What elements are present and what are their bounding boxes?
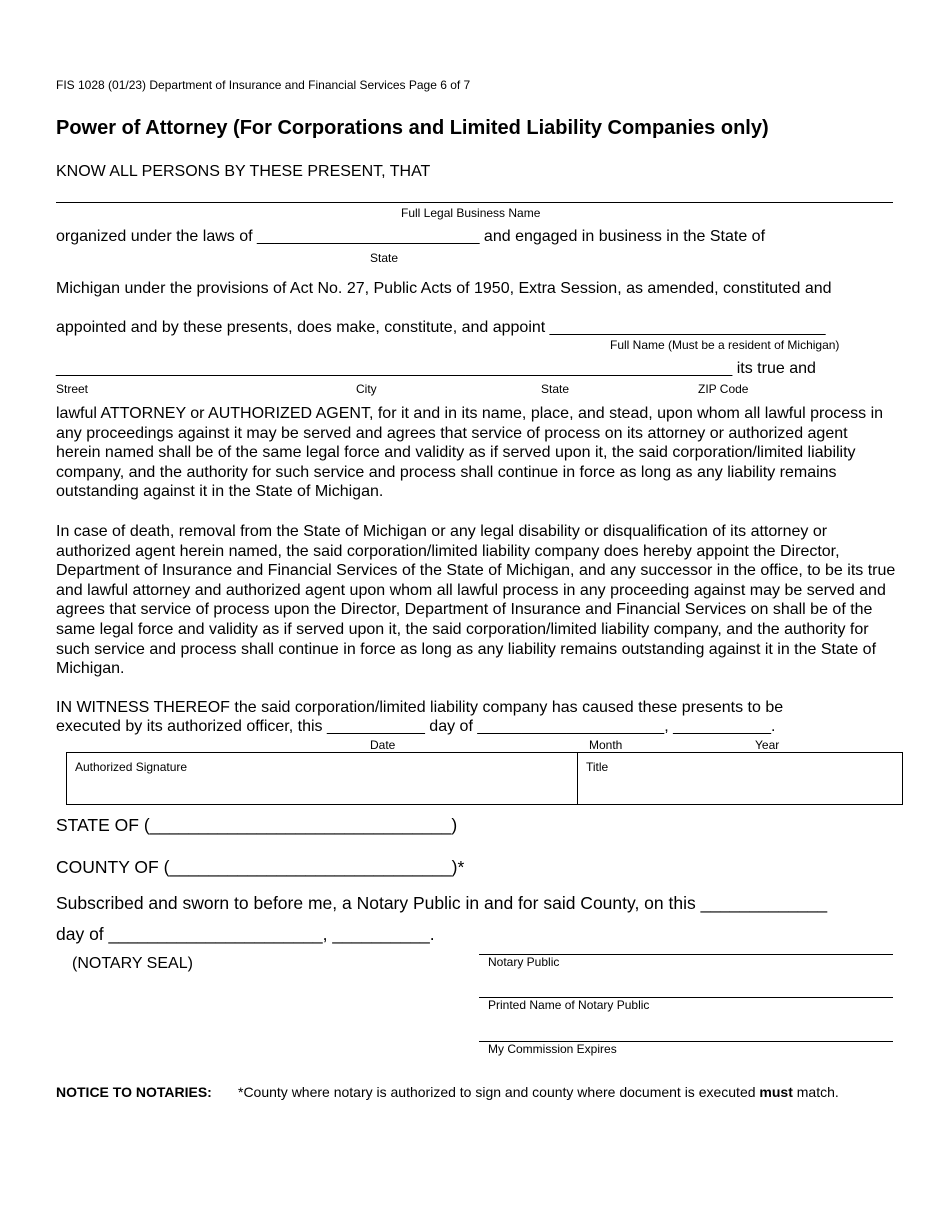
date-label: Date: [370, 738, 396, 752]
state-of-text: STATE OF (_______________________________): [56, 815, 458, 835]
authority-paragraph: lawful ATTORNEY or AUTHORIZED AGENT, for it and in its name, place, and stead, upon whom all lawful process in any proceedings against it may be served and agrees that service of process on its attorney or authorized agent herein named shall be of the same legal force and validity as if served upon it, the said corporation/limited liability company, and the authority for such service and process shall continue in force as long as any liability remains outstanding against it in the State of Michigan.: [56, 405, 884, 501]
county-of-text: COUNTY OF (_____________________________)*: [56, 857, 465, 877]
title-label: Title: [586, 760, 609, 774]
notice-label: NOTICE TO NOTARIES:: [56, 1084, 212, 1100]
witness-text-1: IN WITNESS THEREOF the said corporation/limited liability company has caused these presents to be: [56, 699, 784, 716]
address-state-label: State: [541, 382, 570, 396]
notice-emphasis: must: [759, 1084, 793, 1100]
notice-text-after: match.: [792, 1084, 839, 1100]
notary-seal-label: (NOTARY SEAL): [72, 955, 193, 972]
organized-under-text: organized under the laws of _________________________ and engaged in business in the State of: [56, 228, 766, 245]
month-label: Month: [589, 738, 623, 752]
street-label: Street: [56, 382, 89, 396]
page-title: Power of Attorney (For Corporations and Limited Liability Companies only): [56, 117, 769, 139]
full-name-label: Full Name (Must be a resident of Michigan): [610, 338, 840, 352]
notary-public-label: Notary Public: [488, 955, 560, 969]
notice-text: [238, 1084, 839, 1100]
title-field[interactable]: [578, 753, 902, 804]
witness-text-2: executed by its authorized officer, this ___________ day of _____________________, ___________.: [56, 718, 776, 735]
authorized-signature-field[interactable]: [67, 753, 578, 804]
commission-expires-label: My Commission Expires: [488, 1042, 617, 1056]
city-label: City: [356, 382, 377, 396]
business-name-label: Full Legal Business Name: [401, 206, 541, 220]
death-removal-paragraph: In case of death, removal from the State of Michigan or any legal disability or disqualification of its attorney or authorized agent herein named, the said corporation/limited liability company does hereby appoint the Director, Department of Insurance and Financial Services of the State of Michigan, and any successor in the office, to be its true and lawful attorney and authorized agent upon whom all lawful process in any proceeding against may be served and agrees that service of process upon the Director, Department of Insurance and Financial Services on shall be of the same legal force and validity as if served upon it, the said corporation/limited liability company, and the authority for such service and process shall continue in force as long as any liability remains outstanding against it in the State of Michigan.: [56, 523, 896, 678]
know-all-text: KNOW ALL PERSONS BY THESE PRESENT, THAT: [56, 163, 431, 180]
form-header: FIS 1028 (01/23) Department of Insurance and Financial Services Page 6 of 7: [56, 78, 471, 92]
appoint-text: appointed and by these presents, does make, constitute, and appoint _______________________________: [56, 319, 826, 336]
year-label: Year: [755, 738, 780, 752]
notice-text-before: *County where notary is authorized to sign and county where document is executed: [238, 1084, 760, 1100]
authorized-signature-label: Authorized Signature: [75, 760, 188, 774]
business-name-line[interactable]: [56, 202, 893, 203]
address-line-text: ____________________________________________________________________________ its true and: [56, 360, 816, 377]
printed-name-label: Printed Name of Notary Public: [488, 998, 650, 1012]
zip-label: ZIP Code: [698, 382, 749, 396]
subscribed-text: Subscribed and sworn to before me, a Notary Public in and for said County, on this _____________: [56, 893, 828, 913]
signature-box: [66, 752, 903, 805]
michigan-provisions-text: Michigan under the provisions of Act No. 27, Public Acts of 1950, Extra Session, as amended, constituted and: [56, 280, 832, 297]
day-of-text: day of ______________________, __________.: [56, 924, 435, 944]
state-label: State: [370, 251, 399, 265]
